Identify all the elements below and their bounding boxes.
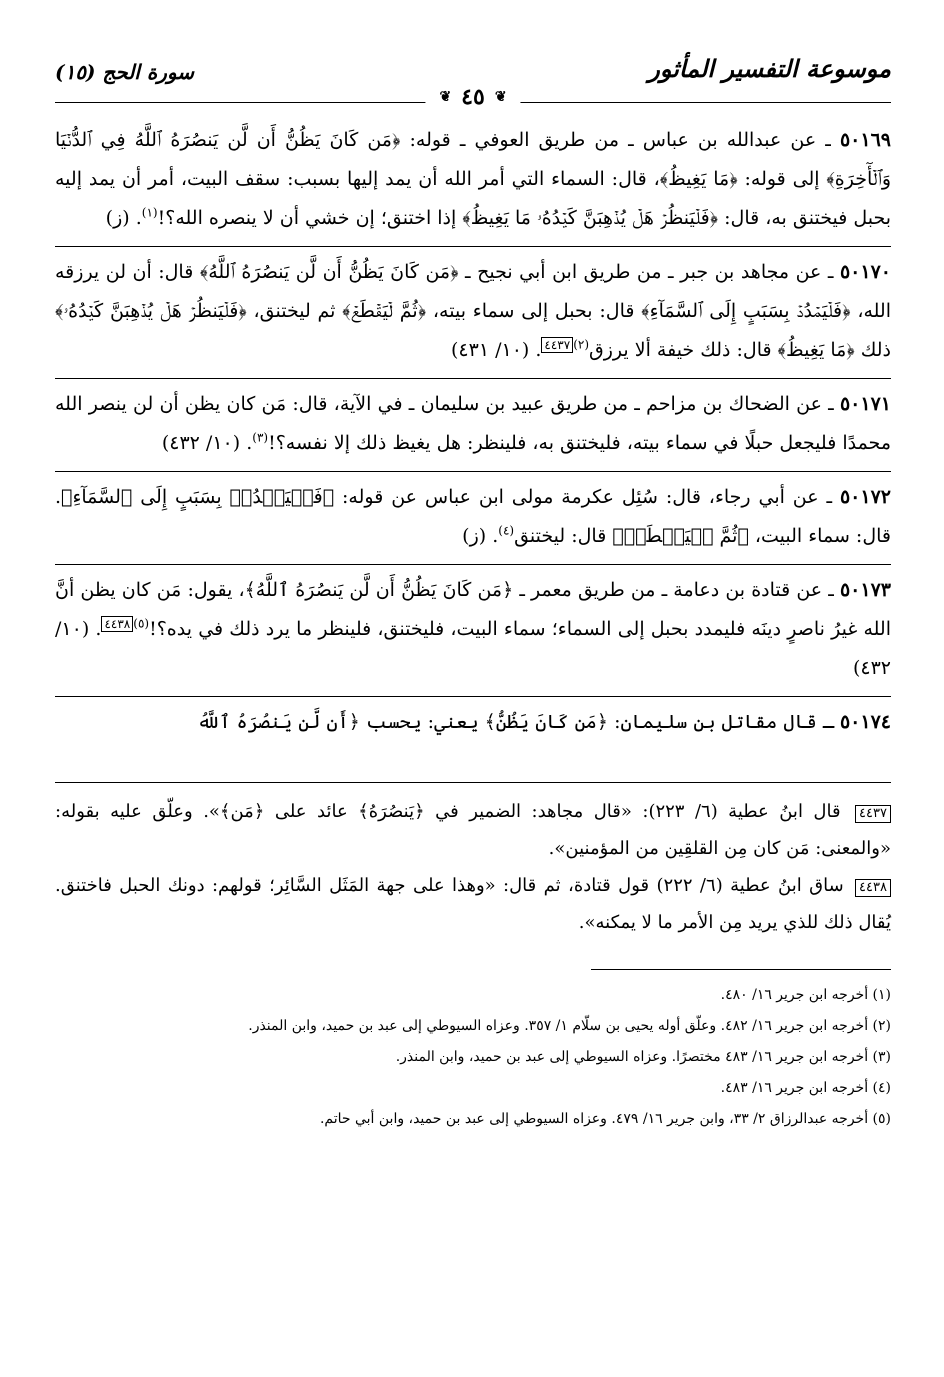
narration-paragraph [55, 703, 891, 750]
commentary-divider [55, 782, 891, 783]
commentary-note [55, 867, 891, 941]
footnote-marker[interactable]: (٣) [252, 430, 269, 445]
page-number-block [425, 84, 520, 110]
commentary-ref-box[interactable]: ٤٤٣٧ [541, 337, 573, 353]
narration-ref: . (١٠/ ٤٣١) [450, 339, 542, 361]
page [55, 40, 891, 1135]
ornament-icon: ❦ [494, 89, 507, 105]
narration-text: ـ عن الضحاك بن مزاحم ـ من طريق عبيد بن سليمان ـ في الآية، قال: مَن كان يظن أن لن ينصر الله محمدًا فليجعل حبلًا في سماء بيته، فليختنق به، فلينظر: هل يغيظ ذلك إلا نفسه؟! [55, 393, 891, 454]
commentary-note [55, 793, 891, 867]
surah-title: سورة الحج (١٥) [55, 60, 195, 84]
narration-number: ٥٠١٧١ [839, 393, 891, 415]
narration-paragraph [55, 385, 891, 472]
page-number: ٤٥ [461, 84, 485, 110]
footnote-marker[interactable]: (٢) [573, 337, 590, 352]
narration-number: ٥٠١٧٢ [839, 486, 891, 508]
narration-ref: . (ز) [105, 207, 142, 229]
narration-number: ٥٠١٧٤ [839, 711, 891, 733]
footnote: (٤) أخرجه ابن جرير ١٦/ ٤٨٣. [720, 1080, 891, 1096]
footnote: (١) أخرجه ابن جرير ١٦/ ٤٨٠. [720, 987, 891, 1003]
narration-paragraph [55, 121, 891, 247]
footnote-marker[interactable]: (٥) [133, 616, 150, 631]
footnote-marker[interactable]: (٤) [498, 523, 515, 538]
commentary-text: قال ابنُ عطية (٦/ ٢٢٣): «قال مجاهد: الضمير في ﴿يَنصُرَهُ﴾ عائد على ﴿مَن﴾». وعلّق عليه بقوله: «والمعنى: مَن كان مِن القلقِين من المؤمنين». [55, 801, 891, 859]
commentary-tag: ٤٤٣٧ [855, 805, 891, 823]
commentary-text: ساق ابنُ عطية (٦/ ٢٢٢) قول قتادة، ثم قال: «وهذا على جهة المَثَل السَّائِر؛ قولهم: دونك الحبل فاختنق. يُقال ذلك للذي يريد مِن الأمر ما لا يمكنه». [55, 875, 891, 933]
footnote-divider [591, 969, 891, 970]
commentary-ref-box[interactable]: ٤٤٣٨ [101, 616, 133, 632]
narration-paragraph [55, 571, 891, 697]
narration-text: ـ قال مقاتل بن سليمان: ﴿مَن كَانَ يَظُنُّ﴾ يعني: يحسب ﴿أَن لَّن يَنصُرَهُ ٱللَّهُ [197, 711, 834, 733]
footnotes-section [55, 980, 891, 1135]
footnote: (٣) أخرجه ابن جرير ١٦/ ٤٨٣ مختصرًا. وعزاه السيوطي إلى عبد بن حميد، وابن المنذر. [395, 1049, 891, 1065]
narration-text: ـ عن قتادة بن دعامة ـ من طريق معمر ـ ﴿مَن كَانَ يَظُنُّ أَن لَّن يَنصُرَهُ ٱللَّهُ﴾، يقول: مَن كان يظن أنَّ الله غيرُ ناصرٍ دينَه فليمدد بحبل إلى السماء؛ سماء البيت، فليختنق، فلينظر ما يرد ذلك في يده؟! [55, 579, 891, 640]
footnote: (٢) أخرجه ابن جرير ١٦/ ٤٨٢. وعلّق أوله يحيى بن سلّام ١/ ٣٥٧. وعزاه السيوطي إلى عبد بن حميد، وابن المنذر. [248, 1018, 891, 1034]
narration-paragraph [55, 253, 891, 379]
commentary-tag: ٤٤٣٨ [855, 879, 891, 897]
narration-number: ٥٠١٦٩ [839, 129, 891, 151]
narration-ref: . (١٠/ ٤٣٢) [161, 432, 253, 454]
ornament-icon: ❦ [439, 89, 452, 105]
narration-number: ٥٠١٧٣ [839, 579, 891, 601]
narration-text: ـ عن مجاهد بن جبر ـ من طريق ابن أبي نجيح ـ ﴿مَن كَانَ يَظُنُّ أَن لَّن يَنصُرَهُ ٱللَّهُ﴾ قال: أن لن يرزقه الله، ﴿فَلۡيَمۡدُدۡ بِسَبَبٍ إِلَى ٱلسَّمَآءِ﴾ قال: بحبل إلى سماء بيته، ﴿ثُمَّ لۡيَقۡطَعۡ﴾ ثم ليختنق، ﴿فَلۡيَنظُرۡ هَلۡ يُذۡهِبَنَّ كَيۡدُهُۥ﴾ ذلك ﴿مَا يَغِيظُ﴾ قال: ذلك خيفة ألا يرزق [55, 261, 891, 361]
commentary-section [55, 793, 891, 941]
main-text [55, 121, 891, 1135]
narration-number: ٥٠١٧٠ [839, 261, 891, 283]
narration-ref: . (ز) [462, 525, 499, 547]
narration-text: ـ عن أبي رجاء، قال: سُئِل عكرمة مولى ابن عباس عن قوله: ﴿فَلۡيَمۡدُدۡ بِسَبَبٍ إِلَى ٱلسَّمَآءِ﴾. قال: سماء البيت، ﴿ثُمَّ لۡيَقۡطَعۡ﴾ قال: ليختنق [55, 486, 891, 547]
narration-text: ـ عن عبدالله بن عباس ـ من طريق العوفي ـ قوله: ﴿مَن كَانَ يَظُنُّ أَن لَّن يَنصُرَهُ ٱللَّهُ فِي ٱلدُّنۡيَا وَٱلۡأٓخِرَةِ﴾ إلى قوله: ﴿مَا يَغِيظُ﴾، قال: السماء التي أمر الله أن يمد إليها بسبب: سقف البيت، أمر أن يمد إليه بحبل فيختنق به، قال: ﴿فَلۡيَنظُرۡ هَلۡ يُذۡهِبَنَّ كَيۡدُهُۥ مَا يَغِيظُ﴾ إذا اختنق؛ إن خشي أن لا ينصره الله؟! [55, 129, 891, 229]
page-header [55, 40, 891, 110]
narration-paragraph [55, 478, 891, 565]
footnote: (٥) أخرجه عبدالرزاق ٢/ ٣٣، وابن جرير ١٦/ ٤٧٩. وعزاه السيوطي إلى عبد بن حميد، وابن أبي حاتم. [319, 1111, 891, 1127]
book-title: موسوعة التفسير المأثور [648, 54, 891, 83]
narration-ref: . (١٠/ ٤٣٢) [55, 618, 891, 679]
footnote-marker[interactable]: (١) [141, 205, 158, 220]
